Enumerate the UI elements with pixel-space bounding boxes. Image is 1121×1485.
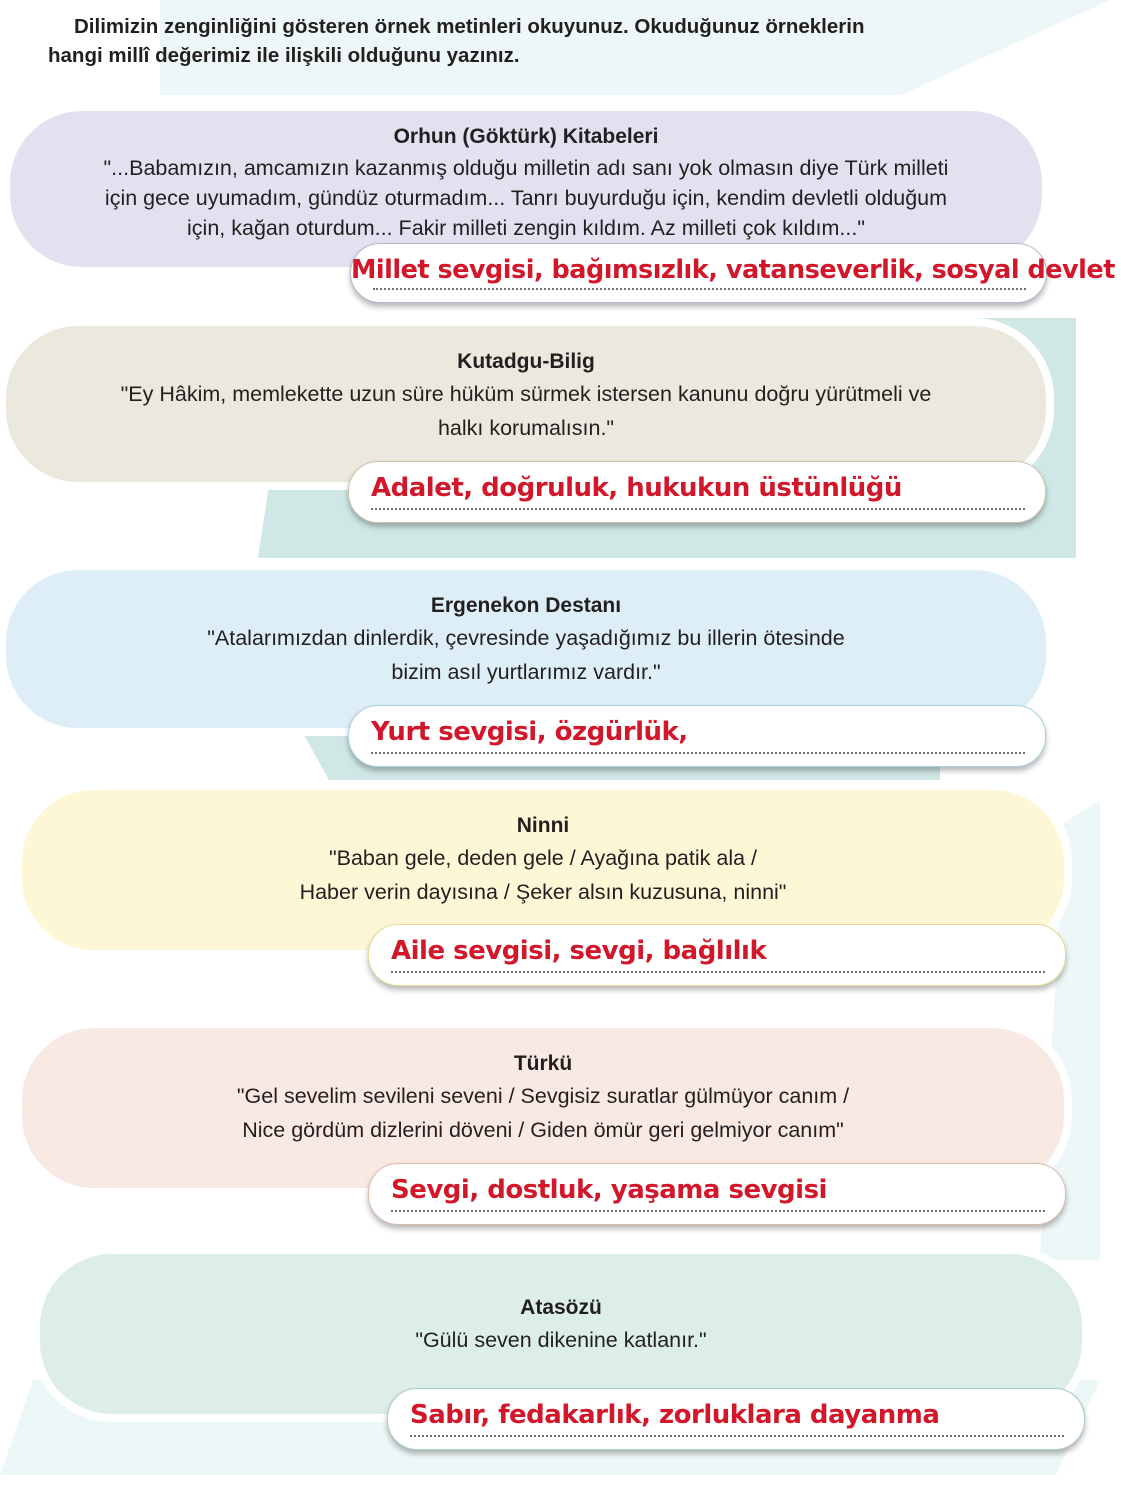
card-title: Türkü [513,1052,573,1075]
quote-line: için gece uyumadım, gündüz oturmadım... Tanrı buyurduğu için, kendim devletli olduğum [104,186,948,210]
instruction-line-2: hangi millî değerimiz ile ilişkili olduğunu yazınız. [48,44,520,67]
quote-line: "Atalarımızdan dinlerdik, çevresinde yaşadığımız bu illerin ötesinde [207,626,845,650]
answer-dotted-line [391,971,1045,973]
answer-text: Millet sevgisi, bağımsızlık, vatanseverlik, sosyal devlet [351,255,1115,285]
quote-line: Nice gördüm dizlerini döveni / Giden ömür geri gelmiyor canım" [242,1118,844,1142]
answer-field[interactable] [368,1163,1066,1225]
quote-line: halkı korumalısın." [437,416,615,440]
instruction-text [48,12,1048,70]
answer-dotted-line [391,1210,1045,1212]
card-quote [40,1323,1082,1357]
card-quote [22,841,1064,909]
answer-text: Aile sevgisi, sevgi, bağlılık [391,936,767,966]
quote-line: "Gülü seven dikenine katlanır." [415,1328,707,1352]
quote-line: için, kağan oturdum... Fakir milleti zengin kıldım. Az milleti çok kıldım..." [187,216,865,240]
quote-line: "Gel sevelim sevileni seveni / Sevgisiz suratlar gülmüyor canım / [236,1084,850,1108]
card-title: Atasözü [520,1296,602,1319]
card-quote [10,153,1042,243]
card-title: Ergenekon Destanı [430,594,622,617]
answer-dotted-line [373,288,1026,290]
card-title: Orhun (Göktürk) Kitabeleri [393,125,659,148]
answer-field[interactable] [348,461,1046,523]
card-title: Kutadgu-Bilig [457,350,595,373]
answer-field[interactable] [348,705,1046,767]
card-title: Ninni [516,814,570,837]
answer-field[interactable] [368,924,1066,986]
card-quote [22,1079,1064,1147]
card-quote [6,377,1046,445]
answer-text: Adalet, doğruluk, hukukun üstünlüğü [371,473,902,503]
card-quote [6,621,1046,689]
instruction-line-1: Dilimizin zenginliğini gösteren örnek metinleri okuyunuz. Okuduğunuz örneklerin [74,15,865,38]
answer-text: Yurt sevgisi, özgürlük, [371,717,688,747]
answer-text: Sevgi, dostluk, yaşama sevgisi [391,1175,827,1205]
answer-field[interactable] [387,1388,1085,1450]
answer-field[interactable] [350,243,1115,303]
answer-text: Sabır, fedakarlık, zorluklara dayanma [410,1400,940,1430]
answer-dotted-line [371,752,1025,754]
quote-line: "Ey Hâkim, memlekette uzun süre hüküm sürmek istersen kanunu doğru yürütmeli ve [120,382,932,406]
answer-dotted-line [371,508,1025,510]
quote-line: "Baban gele, deden gele / Ayağına patik ala / [328,846,758,870]
quote-line: Haber verin dayısına / Şeker alsın kuzusuna, ninni" [299,880,787,904]
answer-dotted-line [410,1435,1064,1437]
quote-line: "...Babamızın, amcamızın kazanmış olduğu milletin adı sanı yok olmasın diye Türk milleti [103,156,949,180]
quote-line: bizim asıl yurtlarımız vardır." [391,660,661,684]
